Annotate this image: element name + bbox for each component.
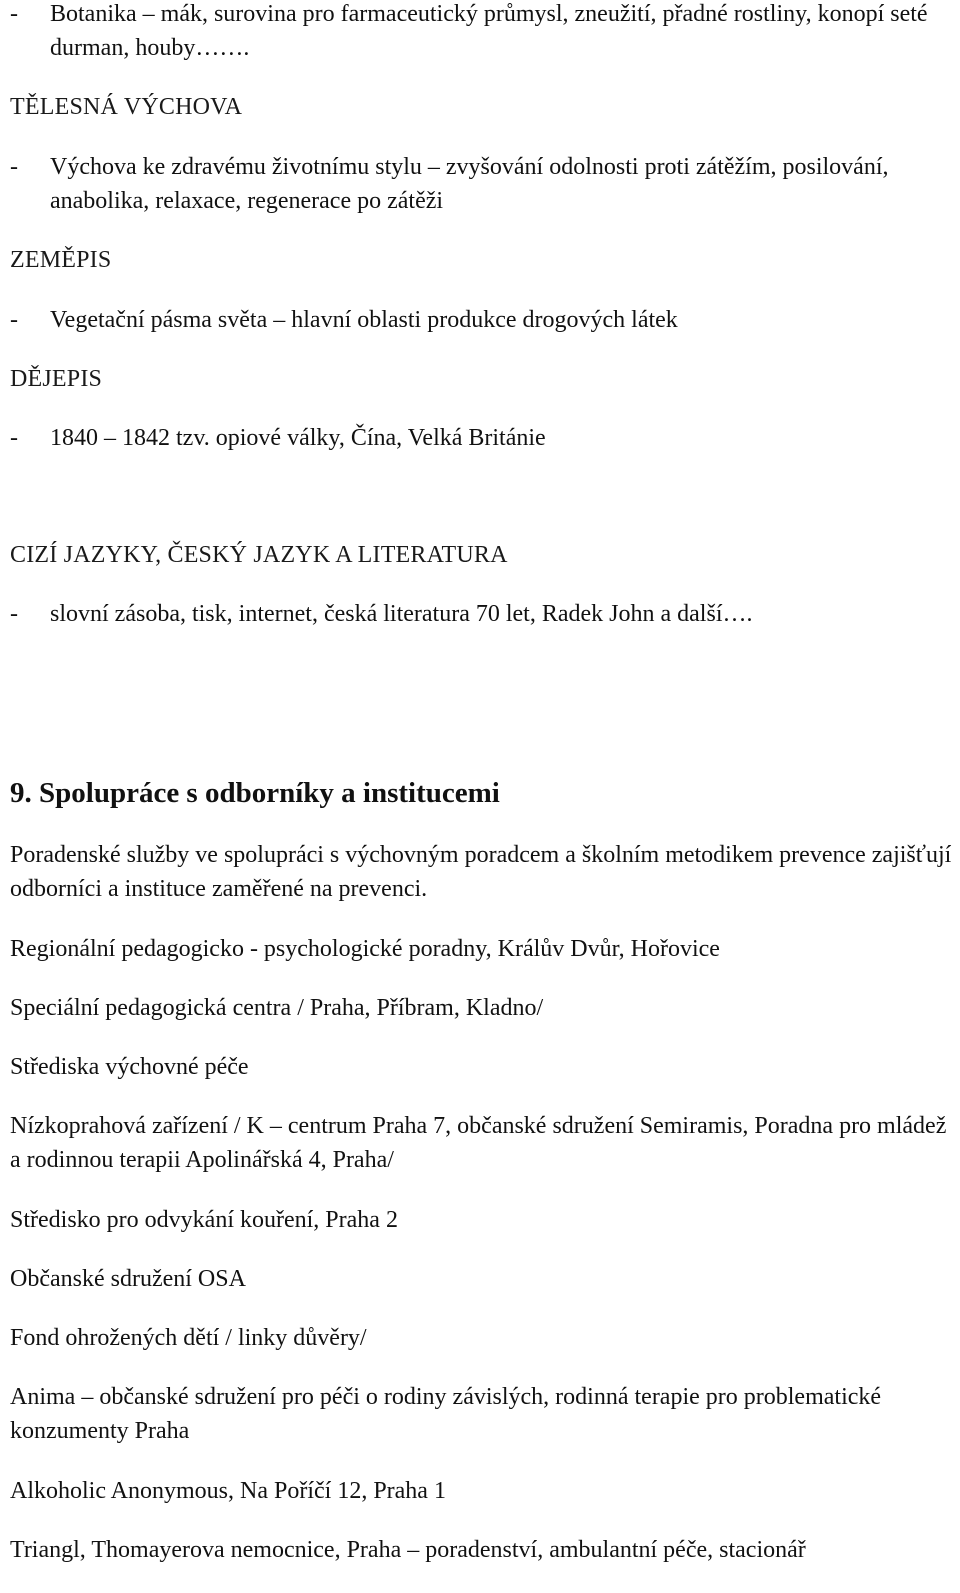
heading-zemepis: ZEMĚPIS bbox=[10, 247, 112, 273]
list-dash: - bbox=[10, 601, 18, 627]
heading-dejepis: DĚJEPIS bbox=[10, 366, 103, 392]
list-item-text: 1840 – 1842 tzv. opiové války, Čína, Velká Británie bbox=[50, 425, 546, 451]
paragraph-anima: Anima – občanské sdružení pro péči o rodiny závislých, rodinná terapie pro problematické konzumenty Praha bbox=[10, 1384, 882, 1444]
list-item-telesna-vychova bbox=[10, 150, 952, 218]
paragraph-nizkoprahova-zarizeni: Nízkoprahová zařízení / K – centrum Praha 7, občanské sdružení Semiramis, Poradna pro mládež a rodinnou terapii Apolinářská 4, Praha/ bbox=[10, 1113, 947, 1173]
paragraph-poradenske-sluzby: Poradenské služby ve spolupráci s výchovným poradcem a školním metodikem prevence zajišťují odborníci a instituce zaměřené na prevenci. bbox=[10, 842, 952, 902]
list-item-zemepis bbox=[10, 303, 952, 337]
list-item-text: Botanika – mák, surovina pro farmaceutický průmysl, zneužití, přadné rostliny, konopí seté durman, houby……. bbox=[50, 1, 928, 61]
list-item-text: slovní zásoba, tisk, internet, česká literatura 70 let, Radek John a další…. bbox=[50, 601, 753, 627]
list-item-botanika bbox=[10, 0, 952, 65]
list-item-jazyky bbox=[10, 597, 952, 631]
list-item-text: Výchova ke zdravému životnímu stylu – zvyšování odolnosti proti zátěžím, posilování, anabolika, relaxace, regenerace po zátěži bbox=[50, 154, 889, 214]
paragraph-specialni-centra: Speciální pedagogická centra / Praha, Příbram, Kladno/ bbox=[10, 995, 544, 1021]
heading-telesna-vychova: TĚLESNÁ VÝCHOVA bbox=[10, 94, 243, 120]
list-dash: - bbox=[10, 307, 18, 333]
list-item-text: Vegetační pásma světa – hlavní oblasti produkce drogových látek bbox=[50, 307, 678, 333]
list-dash: - bbox=[10, 425, 18, 451]
section-9-title: 9. Spolupráce s odborníky a institucemi bbox=[10, 777, 500, 809]
paragraph-triangl: Triangl, Thomayerova nemocnice, Praha – poradenství, ambulantní péče, stacionář bbox=[10, 1537, 806, 1563]
list-item-dejepis bbox=[10, 421, 952, 455]
paragraph-regionalni-poradny: Regionální pedagogicko - psychologické poradny, Králův Dvůr, Hořovice bbox=[10, 936, 720, 962]
paragraph-stredisko-koureni: Středisko pro odvykání kouření, Praha 2 bbox=[10, 1207, 398, 1233]
list-dash: - bbox=[10, 154, 18, 180]
paragraph-obcanske-sdruzeni-osa: Občanské sdružení OSA bbox=[10, 1266, 246, 1292]
heading-jazyky: CIZÍ JAZYKY, ČESKÝ JAZYK A LITERATURA bbox=[10, 542, 508, 568]
list-dash: - bbox=[10, 1, 18, 27]
paragraph-alkoholic-anonymous: Alkoholic Anonymous, Na Poříčí 12, Praha 1 bbox=[10, 1478, 446, 1504]
paragraph-fond-ohrozenych-deti: Fond ohrožených dětí / linky důvěry/ bbox=[10, 1325, 367, 1351]
paragraph-strediska-vychovne-pece: Střediska výchovné péče bbox=[10, 1054, 249, 1080]
